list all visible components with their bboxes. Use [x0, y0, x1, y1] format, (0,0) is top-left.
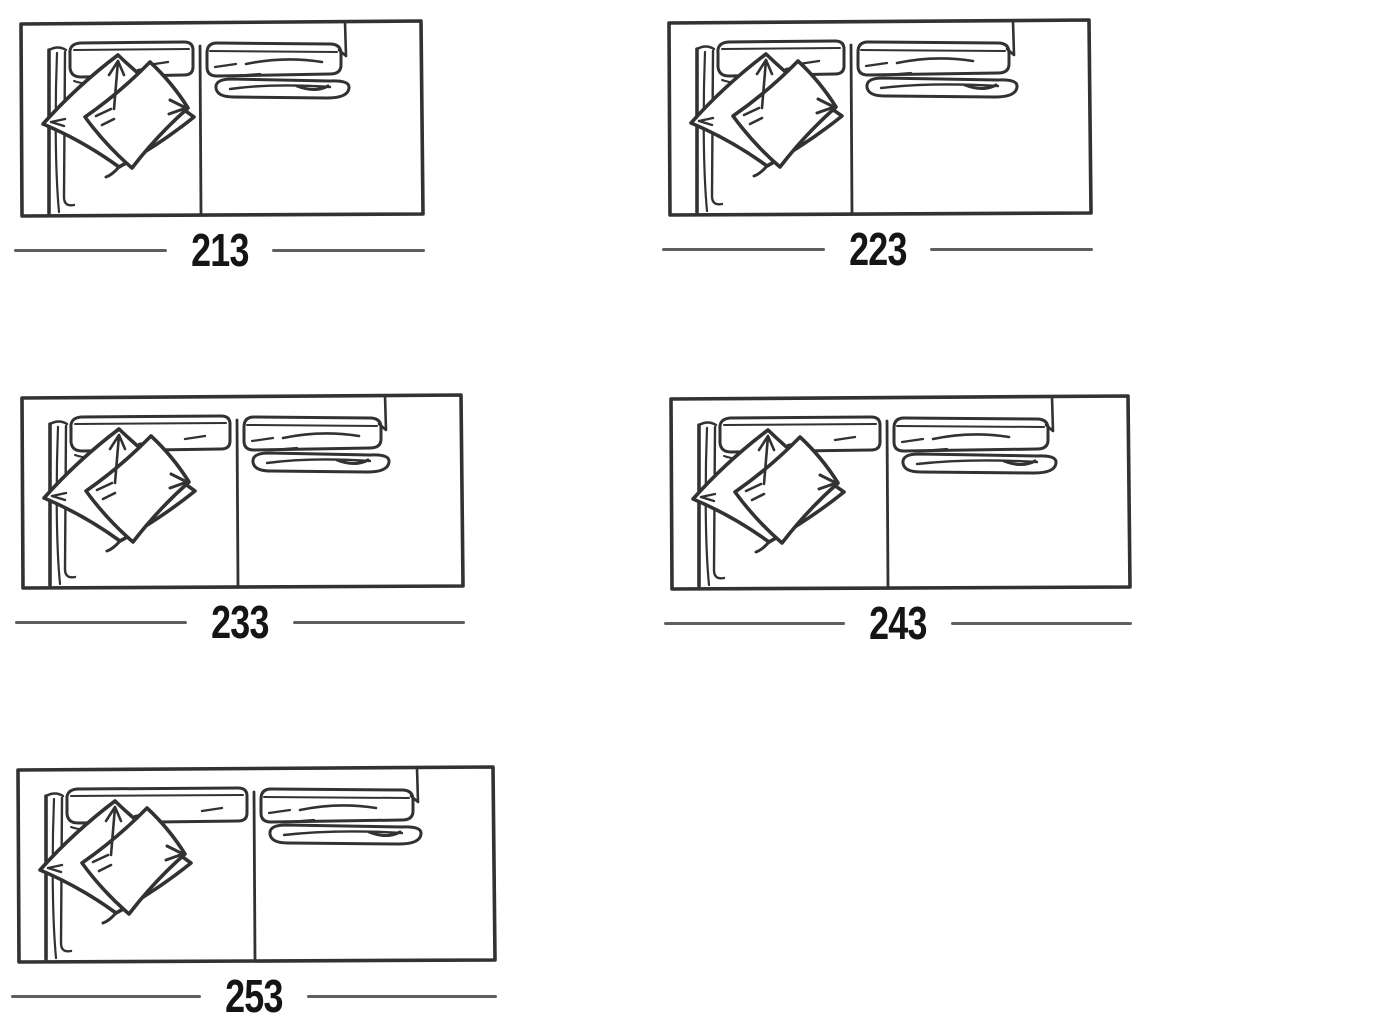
detail-swoosh [897, 58, 973, 63]
width-label: 223 [848, 223, 907, 275]
seat-divider-line [237, 420, 238, 586]
dimension-line-right [293, 621, 465, 624]
dimension-row [11, 970, 497, 1022]
detail-dash [269, 810, 290, 813]
seat-divider-line [851, 45, 852, 213]
pillow-back-corner-tail [754, 166, 767, 176]
backrest-right-inner-line [210, 51, 337, 52]
detail-dash [215, 64, 236, 67]
dimension-line-left [662, 248, 825, 251]
dimension-line-left [15, 621, 187, 624]
pillow-back-corner-tail [107, 541, 120, 551]
backrest-left-inner-line [722, 48, 840, 49]
seat-divider-line [200, 46, 201, 214]
sofa-figure [666, 18, 1093, 275]
backrest-right-inner-line [897, 426, 1044, 427]
detail-dash [252, 438, 273, 441]
backrest-left-inner-line [71, 795, 243, 796]
sofa-top-view-drawing [19, 393, 465, 590]
armrest-top-cap [699, 423, 716, 426]
detail-swoosh [283, 433, 359, 438]
width-label: 233 [211, 596, 269, 648]
detail-swoosh [246, 59, 322, 64]
detail-dash [185, 436, 205, 439]
detail-dash [202, 808, 222, 811]
sofa-top-view-drawing [666, 18, 1093, 217]
seat-divider-line [254, 792, 255, 960]
sofa-figure [668, 394, 1132, 649]
pillow-back-corner-tail [756, 542, 769, 552]
detail-dash [902, 439, 923, 442]
detail-swoosh [933, 434, 1009, 439]
width-label: 213 [190, 224, 249, 276]
pillow-back-corner-tail [103, 913, 116, 923]
dimension-row [14, 224, 425, 276]
sofa-top-view-drawing [15, 765, 497, 964]
armrest-top-cap [697, 47, 714, 50]
sofa-figure [19, 393, 465, 648]
sofa-top-view-drawing [668, 394, 1132, 591]
backrest-right-inner-line [264, 797, 409, 798]
backrest-left-inner-line [75, 423, 226, 424]
dimension-line-right [930, 248, 1093, 251]
backrest-left-inner-line [74, 49, 189, 50]
dimension-row [664, 597, 1132, 649]
dimension-line-right [307, 995, 497, 998]
sofa-top-view-drawing [18, 19, 425, 218]
backrest-left-inner-line [724, 424, 876, 425]
backrest-right-inner-line [247, 425, 377, 426]
armrest-top-cap [50, 422, 67, 425]
armrest-top-cap [49, 48, 66, 51]
detail-swoosh [300, 805, 376, 810]
width-label: 243 [869, 597, 927, 649]
detail-dash [835, 437, 855, 440]
pillow-back-corner-tail [106, 167, 119, 177]
sofa-figure [15, 765, 497, 1022]
width-label: 253 [225, 970, 283, 1022]
dimension-line-left [664, 622, 845, 625]
dimension-line-left [11, 995, 201, 998]
armrest-top-cap [46, 794, 63, 797]
dimension-row [662, 223, 1093, 275]
dimension-line-right [272, 249, 425, 252]
backrest-right-inner-line [861, 50, 1005, 51]
dimension-line-right [951, 622, 1132, 625]
dimension-row [15, 596, 465, 648]
seat-divider-line [887, 421, 888, 587]
dimension-line-left [14, 249, 167, 252]
detail-dash [866, 63, 887, 66]
sofa-figure [18, 19, 425, 276]
